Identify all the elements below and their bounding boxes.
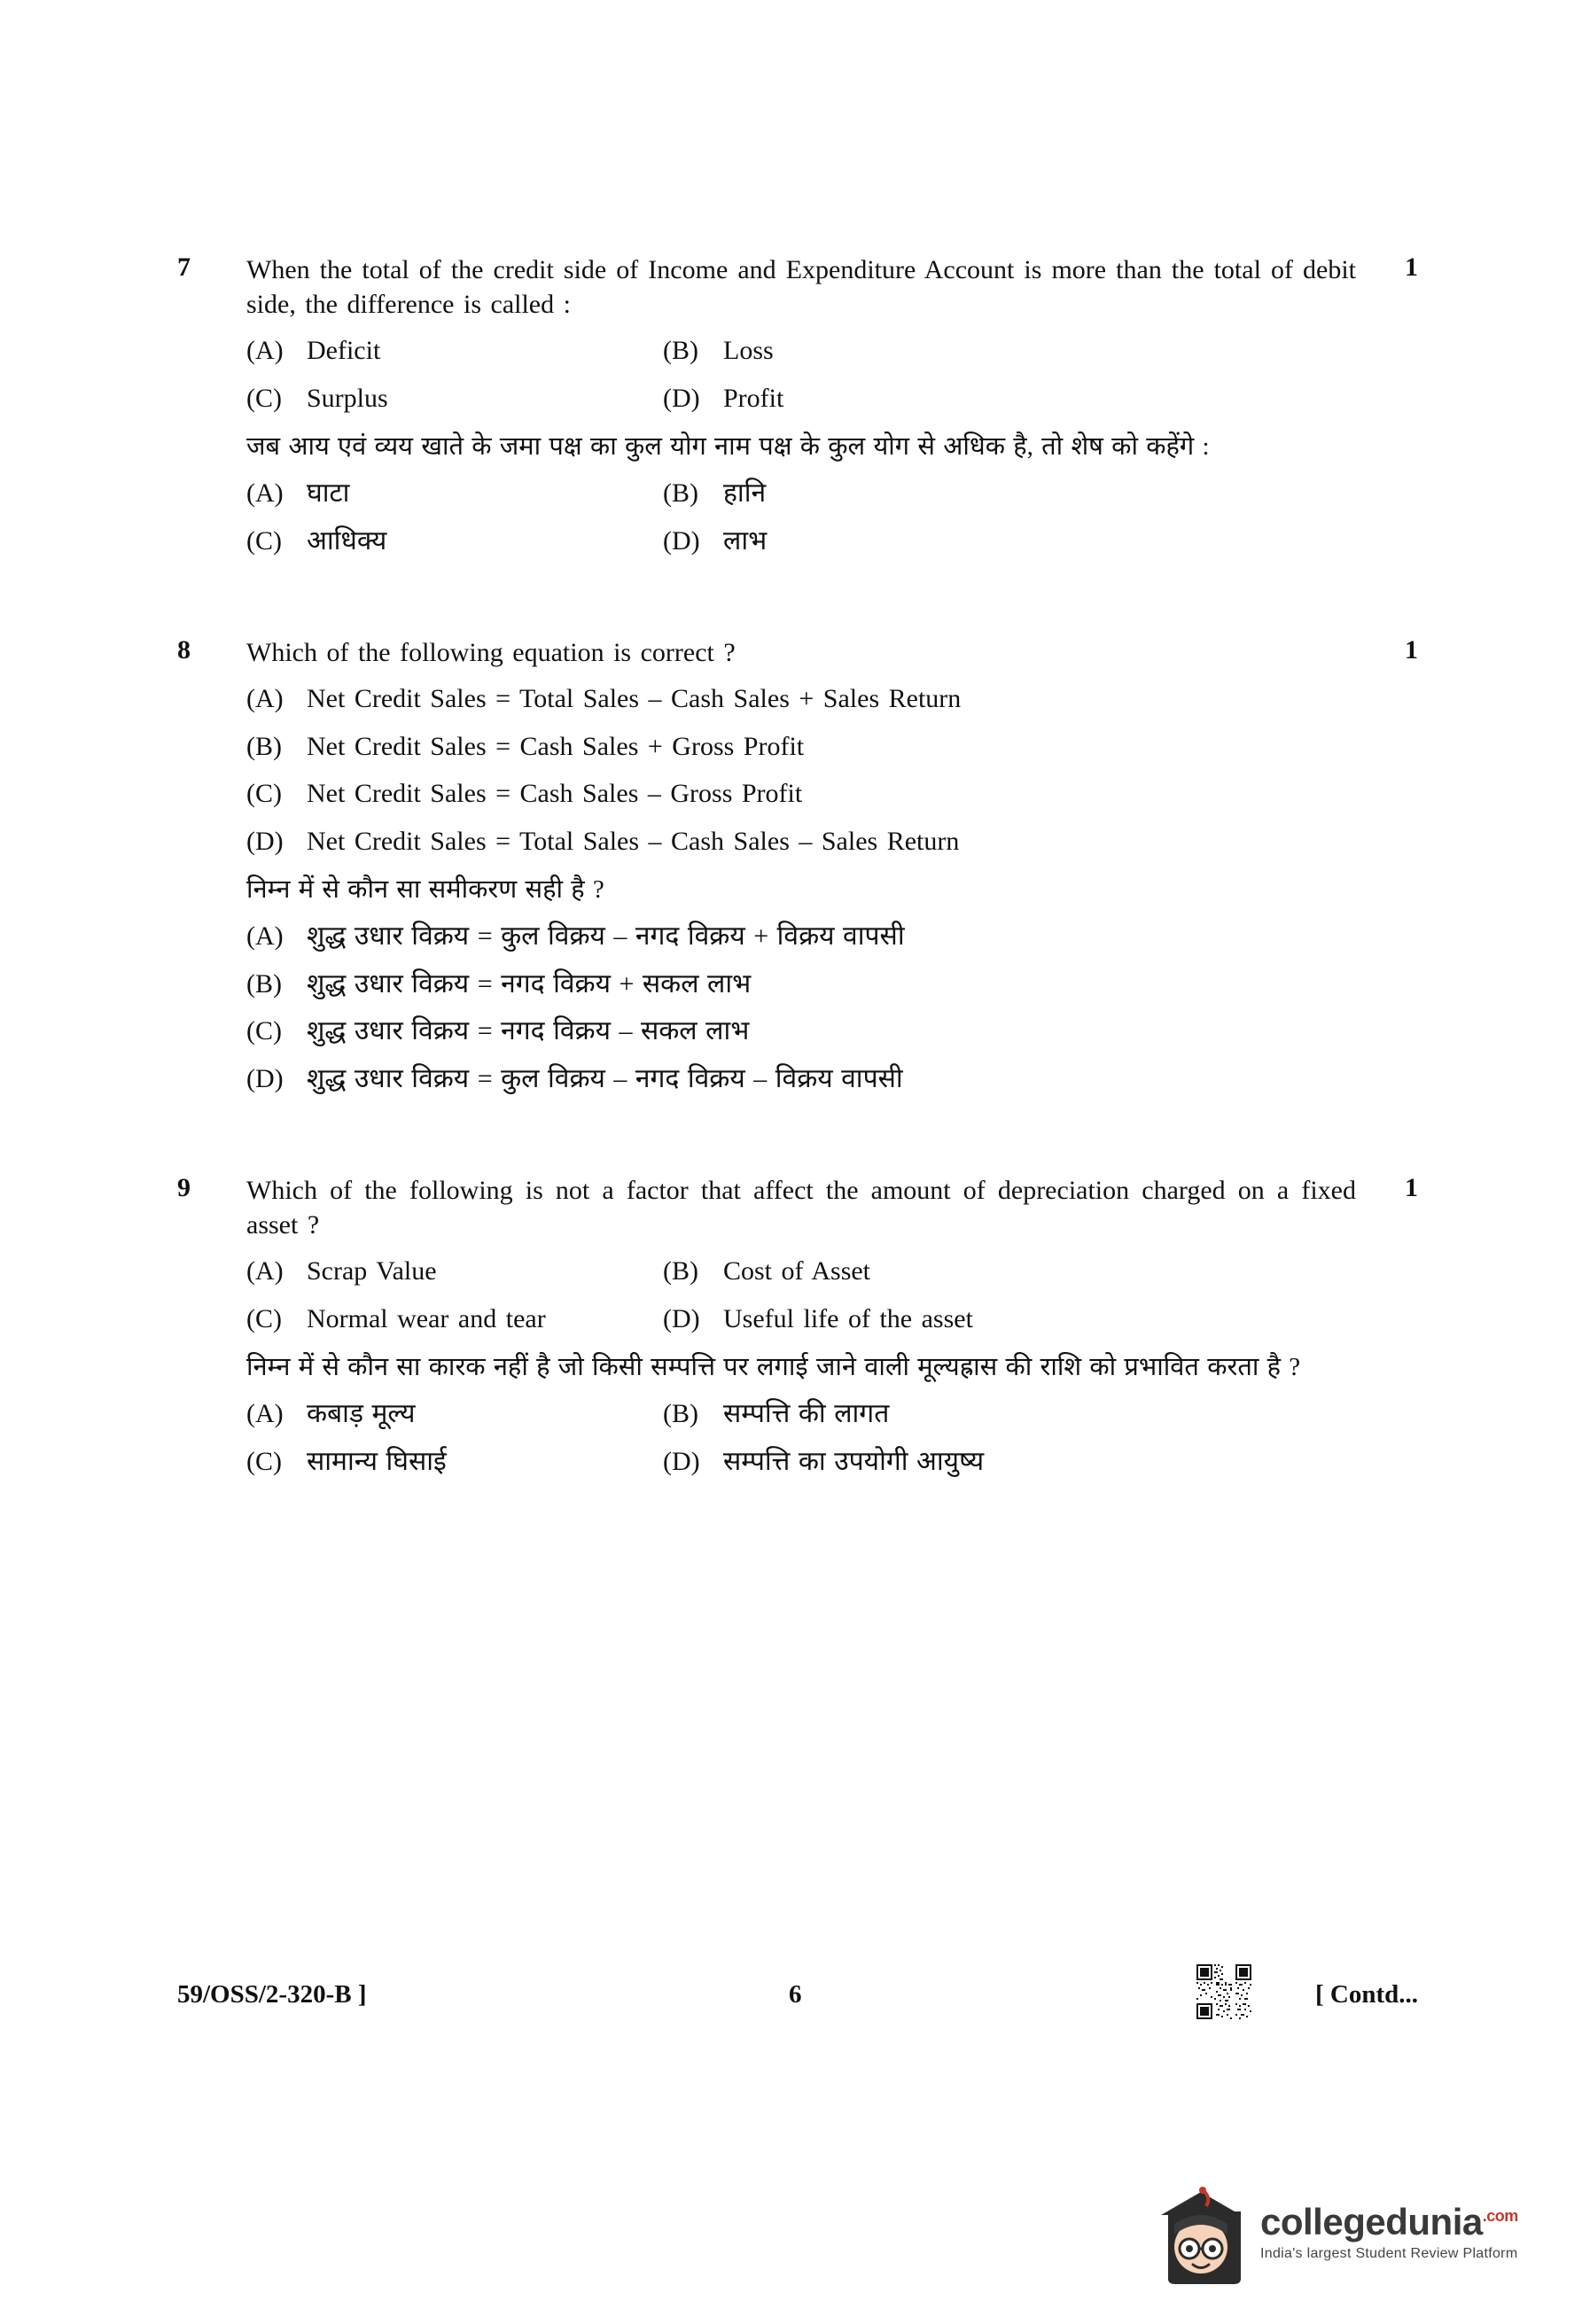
page-number: 6 — [789, 1980, 802, 2009]
option-row — [246, 1255, 1356, 1288]
option-label: (C) — [246, 779, 282, 809]
question-marks: 1 — [1405, 1173, 1418, 1203]
option-row — [246, 1445, 1356, 1479]
question-text-english: When the total of the credit side of Income and Expenditure Account is more than the total of debit side, the difference is called : — [246, 255, 1356, 319]
watermark-tagline: India's largest Student Review Platform — [1260, 2246, 1518, 2261]
options-hindi — [246, 1397, 1356, 1478]
option-label: (D) — [663, 383, 700, 413]
option-text: Net Credit Sales = Cash Sales + Gross Profit — [307, 731, 805, 761]
option-b-hindi[interactable] — [246, 968, 1356, 1001]
watermark-brand-suffix: .com — [1482, 2207, 1518, 2225]
question-marks: 1 — [1405, 253, 1418, 282]
option-d-hindi[interactable] — [663, 525, 1356, 558]
option-text: सम्पत्ति का उपयोगी आयुष्य — [723, 1446, 985, 1476]
mascot-face-icon — [1152, 2180, 1250, 2286]
option-text: कबाड़ मूल्य — [307, 1399, 416, 1429]
option-c[interactable] — [246, 382, 663, 416]
option-label: (A) — [246, 1256, 284, 1286]
option-b[interactable] — [663, 1255, 1356, 1288]
continuation-marker: [ Contd... — [1314, 1980, 1418, 2009]
option-label: (B) — [663, 1256, 698, 1286]
option-text: Surplus — [307, 383, 388, 413]
question-7 — [177, 253, 1418, 557]
options-english — [246, 334, 1356, 415]
option-label: (D) — [663, 1303, 700, 1333]
question-8 — [177, 635, 1418, 1095]
options-english — [246, 1255, 1356, 1335]
option-d-hindi[interactable] — [663, 1445, 1356, 1479]
page-footer — [177, 1980, 1418, 2033]
option-text: Normal wear and tear — [307, 1303, 546, 1333]
option-b[interactable] — [246, 730, 1356, 764]
option-b[interactable] — [663, 334, 1356, 368]
option-d[interactable] — [663, 1302, 1356, 1336]
option-text: शुद्ध उधार विक्रय = नगद विक्रय – सकल लाभ — [307, 1016, 750, 1046]
option-label: (A) — [246, 478, 284, 509]
option-a-hindi[interactable] — [246, 1397, 663, 1431]
questions-container — [177, 253, 1418, 1492]
option-b-hindi[interactable] — [663, 477, 1356, 510]
option-text: आधिक्य — [307, 525, 387, 556]
option-a-hindi[interactable] — [246, 920, 1356, 953]
options-hindi — [246, 920, 1356, 1095]
option-label: (C) — [246, 1446, 282, 1476]
question-marks: 1 — [1405, 635, 1418, 665]
question-number: 7 — [177, 253, 191, 282]
options-english — [246, 682, 1356, 858]
option-text: लाभ — [723, 525, 768, 556]
option-text: सामान्य घिसाई — [307, 1446, 447, 1476]
option-text: घाटा — [307, 478, 350, 509]
option-text: Deficit — [307, 336, 381, 365]
option-label: (C) — [246, 525, 282, 556]
option-row — [246, 477, 1356, 510]
option-a-hindi[interactable] — [246, 477, 663, 510]
question-text-english: Which of the following equation is correct ? — [246, 638, 736, 668]
option-label: (B) — [246, 731, 282, 761]
option-label: (A) — [246, 336, 284, 365]
option-d[interactable] — [246, 825, 1356, 859]
option-text: Net Credit Sales = Total Sales – Cash Sales + Sales Return — [307, 684, 962, 714]
question-number: 9 — [177, 1173, 191, 1203]
option-label: (B) — [663, 336, 698, 365]
question-text-hindi: निम्न में से कौन सा समीकरण सही है ? — [246, 875, 604, 905]
option-text: Net Credit Sales = Total Sales – Cash Sales – Sales Return — [307, 826, 960, 856]
question-text-hindi: निम्न में से कौन सा कारक नहीं है जो किसी सम्पत्ति पर लगाई जाने वाली मूल्यह्रास की राशि को प्रभावित करता है ? — [246, 1353, 1301, 1382]
question-text-hindi: जब आय एवं व्यय खाते के जमा पक्ष का कुल योग नाम पक्ष के कुल योग से अधिक है, तो शेष को कहेंगे : — [246, 432, 1210, 461]
option-a[interactable] — [246, 682, 1356, 716]
option-label: (B) — [663, 1399, 698, 1429]
option-text: सम्पत्ति की लागत — [723, 1399, 890, 1429]
option-d-hindi[interactable] — [246, 1062, 1356, 1096]
watermark-brand — [1260, 2201, 1518, 2242]
qr-code-icon — [1196, 1964, 1251, 2019]
option-label: (A) — [246, 684, 284, 714]
option-text: Cost of Asset — [723, 1256, 871, 1286]
option-text: Net Credit Sales = Cash Sales – Gross Profit — [307, 779, 803, 809]
option-text: Profit — [723, 383, 784, 413]
option-label: (D) — [663, 1446, 700, 1476]
option-text: शुद्ध उधार विक्रय = नगद विक्रय + सकल लाभ — [307, 968, 752, 999]
option-text: Loss — [723, 336, 774, 365]
paper-code: 59/OSS/2-320-B ] — [177, 1980, 367, 2009]
option-b-hindi[interactable] — [663, 1397, 1356, 1431]
option-text: Useful life of the asset — [723, 1303, 973, 1333]
option-a[interactable] — [246, 1255, 663, 1288]
option-label: (D) — [246, 826, 284, 856]
option-label: (C) — [246, 383, 282, 413]
option-row — [246, 334, 1356, 368]
collegedunia-watermark — [1152, 2175, 1569, 2290]
option-row — [246, 525, 1356, 558]
option-c[interactable] — [246, 1302, 663, 1336]
option-label: (B) — [246, 968, 282, 999]
option-label: (D) — [663, 525, 700, 556]
question-number: 8 — [177, 635, 191, 665]
watermark-brand-name: collegedunia — [1260, 2201, 1483, 2242]
option-label: (C) — [246, 1303, 282, 1333]
option-text: हानि — [723, 478, 767, 509]
option-label: (C) — [246, 1016, 282, 1046]
option-row — [246, 1302, 1356, 1336]
question-text-english: Which of the following is not a factor that affect the amount of depreciation charged on a fixed asset ? — [246, 1176, 1356, 1240]
option-text: Scrap Value — [307, 1256, 437, 1286]
option-c[interactable] — [246, 777, 1356, 811]
option-label: (A) — [246, 1399, 284, 1429]
option-text: शुद्ध उधार विक्रय = कुल विक्रय – नगद विक्रय – विक्रय वापसी — [307, 1063, 903, 1093]
option-a[interactable] — [246, 334, 663, 368]
options-hindi — [246, 477, 1356, 557]
option-row — [246, 1397, 1356, 1431]
option-row — [246, 382, 1356, 416]
option-label: (D) — [246, 1063, 284, 1093]
option-c-hindi[interactable] — [246, 525, 663, 558]
option-label: (A) — [246, 921, 284, 952]
option-c-hindi[interactable] — [246, 1445, 663, 1479]
option-text: शुद्ध उधार विक्रय = कुल विक्रय – नगद विक्रय + विक्रय वापसी — [307, 921, 905, 952]
question-9 — [177, 1173, 1418, 1478]
option-c-hindi[interactable] — [246, 1014, 1356, 1048]
option-label: (B) — [663, 478, 698, 509]
option-d[interactable] — [663, 382, 1356, 416]
